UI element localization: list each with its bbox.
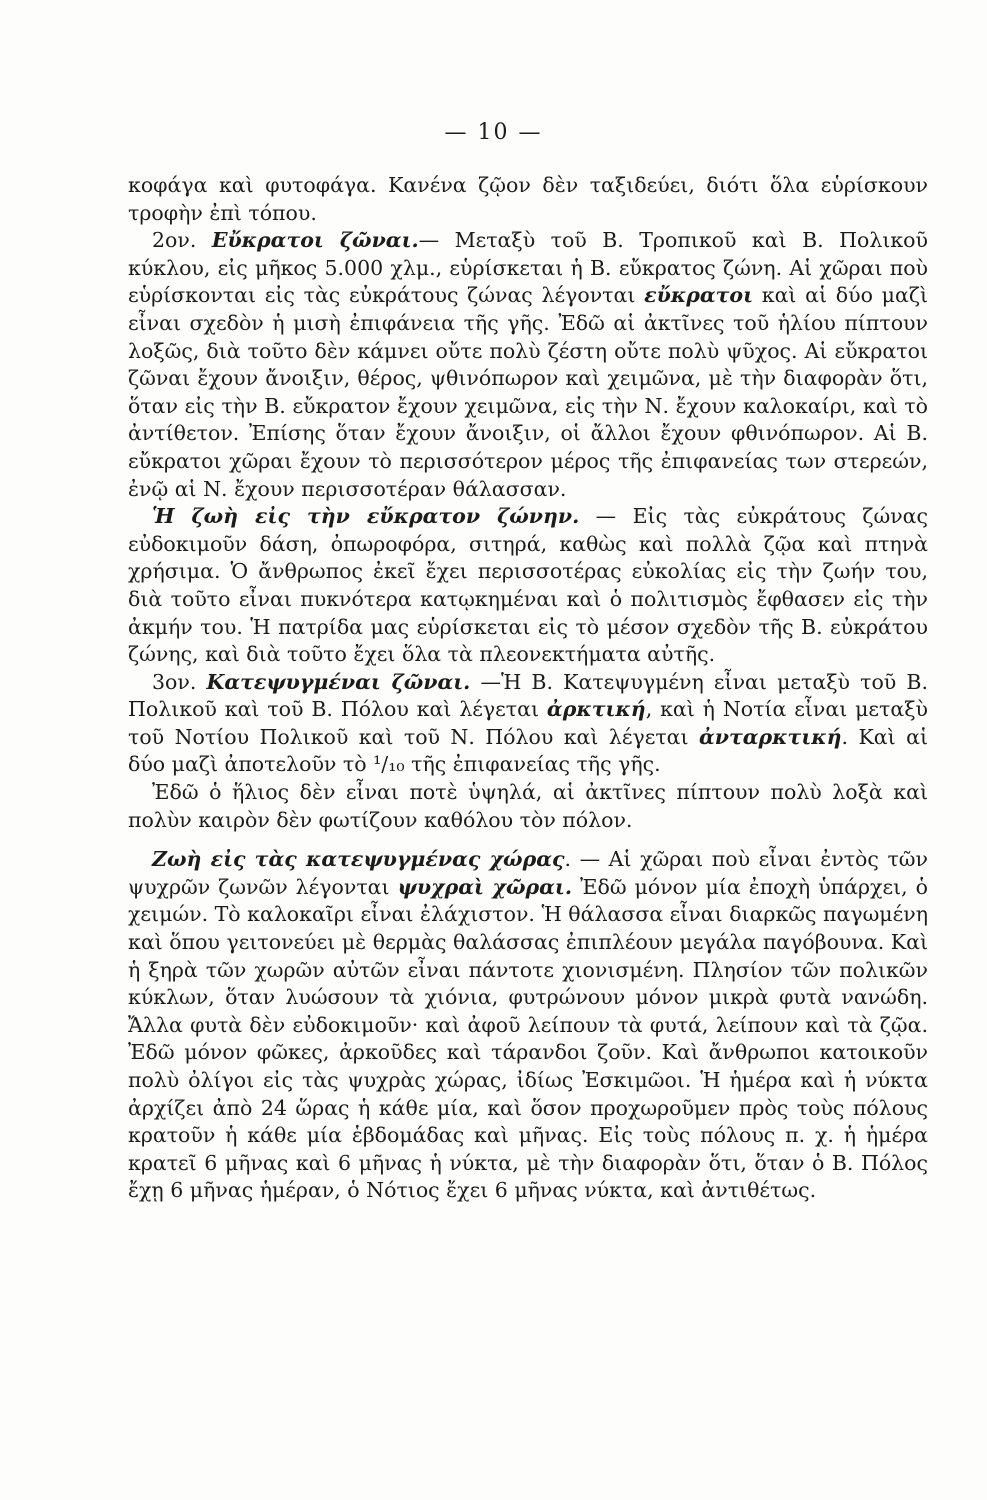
- term-cold-lands: ψυχραὶ χῶραι.: [397, 874, 572, 899]
- heading-life-temperate: Ἡ ζωὴ εἰς τὴν εὔκρατον ζώνην.: [152, 504, 580, 529]
- text-run: καὶ αἱ δύο μαζὶ εἶναι σχεδὸν ἡ μισὴ ἐπιφάνεια τῆς γῆς. Ἐδῶ αἱ ἀκτῖνες τοῦ ἡλίου πίπτουν λοξῶς, διὰ τοῦτο δὲν κάμνει οὔτε πολὺ ζέστη οὔτε πολὺ ψῦχος. Αἱ εὔκρατοι ζῶναι ἔχουν ἄνοιξιν, θέρος, ψθινόπωρον καὶ χειμῶνα, μὲ τὴν διαφορὰν ὅτι, ὅταν εἰς τὴν Β. εὔκρατον ἔχουν χειμῶνα, εἰς τὴν Ν. ἔχουν καλοκαίρι, καὶ τὸ ἀντίθετον. Ἐπίσης ὅταν ἔχουν ἄνοιξιν, οἱ ἄλλοι ἔχουν φθινόπωρον. Αἱ Β. εὔκρατοι χῶραι ἔχουν τὸ περισσότερον μέρος τῆς ἐπιφανείας των στερεών, ἐνῷ αἱ Ν. ἔχουν περισσοτέραν θάλασσαν.: [128, 283, 928, 501]
- body-text: [128, 172, 928, 1205]
- heading-life-frigid: Ζωὴ εἰς τὰς κατεψυγμένας χώρας: [152, 847, 565, 872]
- text-run: , καὶ ἡ Νοτία εἶναι μεταξὺ τοῦ Νοτίου Πολικοῦ καὶ τοῦ Ν. Πόλου καὶ λέγεται: [128, 697, 928, 749]
- paragraph-life-temperate: [128, 503, 928, 669]
- term-antarctic: ἀνταρκτική: [698, 724, 842, 749]
- paragraph-frigid-zones: [128, 669, 928, 779]
- heading-frigid-zones: Κατεψυγμέναι ζῶναι.: [206, 669, 471, 694]
- text-run: . — Αἱ χῶραι ποὺ εἶναι ἐντὸς τῶν ψυχρῶν ζωνῶν λέγονται: [128, 847, 928, 899]
- text-run: —Ἡ Β. Κατεψυγμένη εἶναι μεταξὺ τοῦ Β. Πολικοῦ καὶ τοῦ Β. Πόλου καὶ λέγεται: [128, 669, 928, 722]
- text-run: Ἐδῶ ὁ ἥλιος δὲν εἶναι ποτὲ ὑψηλά, αἱ ἀκτῖνες πίπτουν πολὺ λοξὰ καὶ πολὺν καιρὸν δὲν φωτίζουν καθόλου τὸν πόλον.: [128, 780, 928, 832]
- term-temperate: εὔκρατοι: [644, 283, 754, 308]
- paragraph-1: [128, 172, 928, 227]
- paragraph-sun-polar: [128, 779, 928, 834]
- text-run: κοφάγα καὶ φυτοφάγα. Κανένα ζῷον δὲν ταξιδεύει, διότι ὅλα εὑρίσκουν τροφὴν ἐπὶ τόπου.: [128, 173, 928, 225]
- page-number: — 10 —: [444, 120, 543, 145]
- paragraph-temperate-zones: [128, 227, 928, 503]
- text-run: — Εἰς τὰς εὐκράτους ζώνας εὐδοκιμοῦν δάση, ὀπωροφόρα, σιτηρά, καθὼς καὶ πολλὰ ζῷα καὶ πτηνὰ χρήσιμα. Ὁ ἄνθρωπος ἐκεῖ ἔχει περισσοτέρας εὐκολίας εἰς τὴν ζωήν του, διὰ τοῦτο εἶναι πυκνότερα κατῳκημέναι καὶ ὁ πολιτισμὸς ἔφθασεν εἰς τὴν ἀκμήν του. Ἡ πατρίδα μας εὑρίσκεται εἰς τὸ μέσον σχεδὸν τῆς Β. εὐκράτου ζώνης, καὶ διὰ τοῦτο ἔχει ὅλα τὰ πλεονεκτήματα αὐτῆς.: [128, 504, 928, 667]
- term-arctic: ἀρκτική: [546, 697, 646, 722]
- text-run: Ἐδῶ μόνον μία ἐποχὴ ὑπάρχει, ὁ χειμών. Τὸ καλοκαῖρι εἶναι ἐλάχιστον. Ἡ θάλασσα εἶναι διαρκῶς παγωμένη καὶ ὅπου γειτονεύει μὲ θερμὰς θαλάσσας ἐπιπλέουν μεγάλα παγόβουνα. Καὶ ἡ ξηρὰ τῶν χωρῶν αὐτῶν εἶναι πάντοτε χιονισμένη. Πλησίον τῶν πολικῶν κύκλων, ὅταν λυώσουν τὰ χιόνια, φυτρώνουν μόνον μικρὰ φυτὰ νανώδη. Ἄλλα φυτὰ δὲν εὐδοκιμοῦν· καὶ ἀφοῦ λείπουν τὰ φυτά, λείπουν καὶ τὰ ζῷα. Ἐδῶ μόνον φῶκες, ἀρκοῦδες καὶ τάρανδοι ζοῦν. Καὶ ἄνθρωποι κατοικοῦν πολὺ ὀλίγοι εἰς τὰς ψυχρὰς χώρας, ἰδίως Ἐσκιμῶοι. Ἡ ἡμέρα καὶ ἡ νύκτα ἀρχίζει ἀπὸ 24 ὥρας ἡ κάθε μία, καὶ ὅσον προχωροῦμεν πρὸς τοὺς πόλους κρατοῦν ἡ κάθε μία ἑβδομάδας καὶ μῆνας. Εἰς τοὺς πόλους π. χ. ἡ ἡμέρα κρατεῖ 6 μῆνας καὶ 6 μῆνας ἡ νύκτα, μὲ τὴν διαφορὰν ὅτι, ὅταν ὁ Β. Πόλος ἔχῃ 6 μῆνας ἡμέραν, ὁ Νότιος ἔχει 6 μῆνας νύκτα, καὶ ἀντιθέτως.: [128, 874, 928, 1203]
- heading-temperate-zones: Εὔκρατοι ζῶναι.: [211, 228, 419, 253]
- text-run: — Μεταξὺ τοῦ Β. Τροπικοῦ καὶ Β. Πολικοῦ κύκλου, εἰς μῆκος 5.000 χλμ., εὑρίσκεται ἡ Β. εὔκρατος ζώνη. Αἱ χῶραι ποὺ εὑρίσκονται εἰς τὰς εὐκράτους ζώνας λέγονται: [128, 228, 928, 308]
- text-run: . Καὶ αἱ δύο μαζὶ ἀποτελοῦν τὸ ¹/₁₀ τῆς ἐπιφανείας τῆς γῆς.: [128, 724, 928, 777]
- text-run: 3ον.: [152, 669, 207, 694]
- paragraph-life-frigid: [128, 846, 928, 1205]
- text-run: 2ον.: [152, 228, 212, 253]
